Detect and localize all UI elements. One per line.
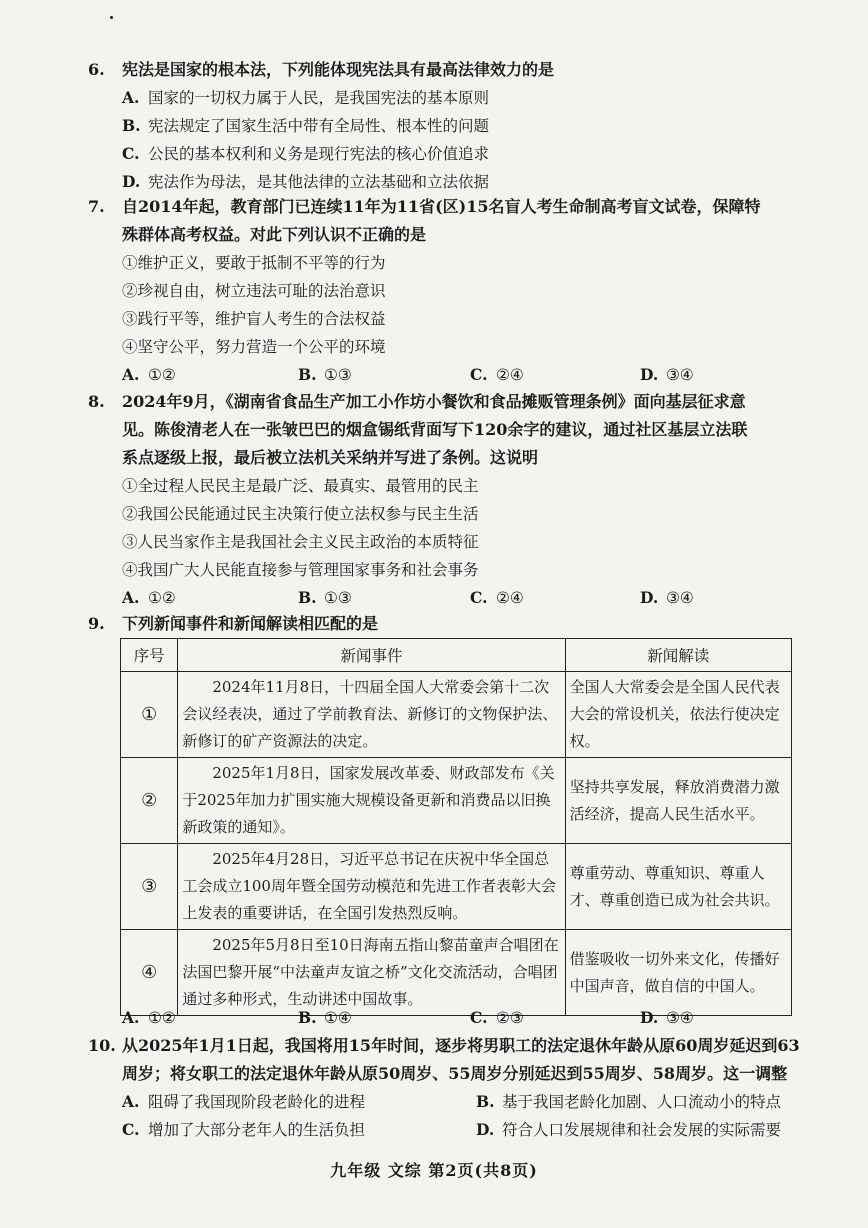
news-event: 2025年4月28日，习近平总书记在庆祝中华全国总工会成立100周年暨全国劳动模范和先进工作者表彰大会上发表的重要讲话，在全国引发热烈反响。: [178, 844, 565, 930]
question-8: [88, 388, 808, 612]
statement: ④我国广大人民能直接参与管理国家事务和社会事务: [122, 561, 479, 579]
table-row: [121, 930, 792, 1016]
table-header-row: [121, 639, 792, 672]
column-header: 序号: [121, 639, 178, 672]
column-header: 新闻事件: [178, 639, 565, 672]
question-stem-cont: 殊群体高考权益。对此下列认识不正确的是: [122, 225, 427, 244]
row-number: ①: [121, 672, 178, 758]
choice-row: A. ①② B. ①④ C. ②③ D. ③④: [122, 1008, 694, 1027]
question-stem: 从2025年1月1日起，我国将用15年时间，逐步将男职工的法定退休年龄从原60周岁延迟到63: [122, 1036, 800, 1055]
question-stem: 宪法是国家的根本法，下列能体现宪法具有最高法律效力的是: [122, 60, 555, 79]
option: D. 宪法作为母法，是其他法律的立法基础和立法依据: [122, 172, 490, 191]
table-row: [121, 672, 792, 758]
question-stem: 自2014年起，教育部门已连续11年为11省(区)15名盲人考生命制高考盲文试卷，保障特: [122, 197, 761, 216]
statement: ③人民当家作主是我国社会主义民主政治的本质特征: [122, 533, 479, 551]
question-stem-cont: 见。陈俊清老人在一张皱巴巴的烟盒锡纸背面写下120余字的建议，通过社区基层立法联: [122, 420, 748, 439]
page-footer: 九年级 文综 第2页(共8页): [330, 1161, 538, 1180]
question-number: 10.: [88, 1036, 116, 1055]
question-stem-cont: 系点逐级上报，最后被立法机关采纳并写进了条例。这说明: [122, 448, 539, 467]
column-header: 新闻解读: [565, 639, 791, 672]
row-number: ④: [121, 930, 178, 1016]
news-reading: 坚持共享发展，释放消费潜力激活经济，提高人民生活水平。: [565, 758, 791, 844]
statement: ①维护正义，要敢于抵制不平等的行为: [122, 254, 386, 272]
scan-speck: [110, 16, 113, 19]
news-reading: 借鉴吸收一切外来文化，传播好中国声音，做自信的中国人。: [565, 930, 791, 1016]
choice-row: A. ①② B. ①③ C. ②④ D. ③④: [122, 365, 694, 384]
question-stem: 下列新闻事件和新闻解读相匹配的是: [122, 614, 379, 633]
news-reading: 全国人大常委会是全国人民代表大会的常设机关，依法行使决定权。: [565, 672, 791, 758]
statement: ②我国公民能通过民主决策行使立法权参与民主生活: [122, 505, 479, 523]
question-9: [88, 610, 808, 638]
question-number: 6.: [88, 60, 105, 79]
row-number: ②: [121, 758, 178, 844]
option-row: A. 阻碍了我国现阶段老龄化的进程 B. 基于我国老龄化加剧、人口流动小的特点: [122, 1092, 782, 1111]
option-row: C. 增加了大部分老年人的生活负担 D. 符合人口发展规律和社会发展的实际需要: [122, 1120, 782, 1139]
option: A. 国家的一切权力属于人民，是我国宪法的基本原则: [122, 88, 490, 107]
news-event: 2024年11月8日，十四届全国人大常委会第十二次会议经表决，通过了学前教育法、新修订的文物保护法、新修订的矿产资源法的决定。: [178, 672, 565, 758]
statement: ③践行平等，维护盲人考生的合法权益: [122, 310, 386, 328]
option: B. 宪法规定了国家生活中带有全局性、根本性的问题: [122, 116, 490, 135]
statement: ②珍视自由，树立违法可耻的法治意识: [122, 282, 386, 300]
news-reading: 尊重劳动、尊重知识、尊重人才、尊重创造已成为社会共识。: [565, 844, 791, 930]
statement: ①全过程人民民主是最广泛、最真实、最管用的民主: [122, 477, 479, 495]
question-stem: 2024年9月，《湖南省食品生产加工小作坊小餐饮和食品摊贩管理条例》面向基层征求意: [122, 392, 746, 411]
row-number: ③: [121, 844, 178, 930]
question-number: 9.: [88, 614, 105, 633]
table-row: [121, 844, 792, 930]
question-number: 7.: [88, 197, 105, 216]
option: C. 公民的基本权利和义务是现行宪法的核心价值追求: [122, 144, 490, 163]
question-9-choices: [88, 1004, 808, 1032]
question-6: [88, 56, 808, 196]
question-10: [88, 1032, 808, 1144]
question-stem-cont: 周岁；将女职工的法定退休年龄从原50周岁、55周岁分别延迟到55周岁、58周岁。这一调整: [122, 1064, 788, 1083]
news-event: 2025年1月8日，国家发展改革委、财政部发布《关于2025年加力扩围实施大规模设备更新和消费品以旧换新政策的通知》。: [178, 758, 565, 844]
table-row: [121, 758, 792, 844]
question-7: [88, 193, 808, 389]
statement: ④坚守公平，努力营造一个公平的环境: [122, 338, 386, 356]
news-table: [120, 638, 792, 1016]
choice-row: A. ①② B. ①③ C. ②④ D. ③④: [122, 588, 694, 607]
news-event: 2025年5月8日至10日海南五指山黎苗童声合唱团在法国巴黎开展“中法童声友谊之桥”文化交流活动，合唱团通过多种形式，生动讲述中国故事。: [178, 930, 565, 1016]
question-number: 8.: [88, 392, 105, 411]
